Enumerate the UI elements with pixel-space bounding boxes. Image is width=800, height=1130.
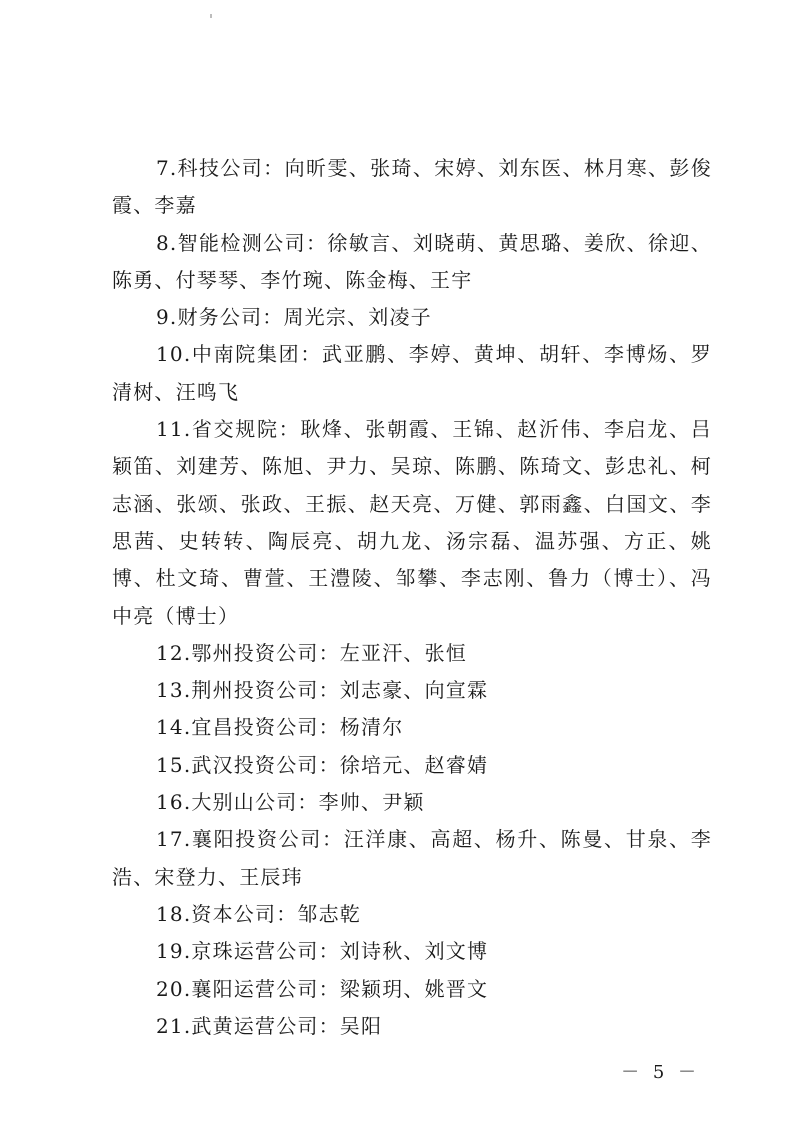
list-item-13: 13.荆州投资公司：刘志豪、向宣霖 xyxy=(156,678,489,703)
list-item-11: 11.省交规院：耿烽、张朝霞、王锦、赵沂伟、李启龙、吕颖笛、刘建芳、陈旭、尹力、吴琼、陈鹏、陈琦文、彭忠礼、柯志涵、张颂、张政、王振、赵天亮、万健、郭雨鑫、白国文、李思茜、史转转、陶辰亮、胡九龙、汤宗磊、温苏强、方正、姚博、杜文琦、曹萱、王澧陵、邹攀、李志刚、鲁力（博士）、冯中亮（博士） xyxy=(112,417,712,628)
list-item-9: 9.财务公司：周光宗、刘凌子 xyxy=(156,305,432,330)
list-item-8: 8.智能检测公司：徐敏言、刘晓萌、黄思璐、姜欣、徐迎、陈勇、付琴琴、李竹琬、陈金梅、王宇 xyxy=(112,230,712,292)
page-number: － 5 － xyxy=(621,1062,700,1083)
list-item-12: 12.鄂州投资公司：左亚汗、张恒 xyxy=(156,640,468,665)
list-item-15: 15.武汉投资公司：徐培元、赵睿婧 xyxy=(156,752,489,777)
list-item-10: 10.中南院集团：武亚鹏、李婷、黄坤、胡轩、李博炀、罗清树、汪鸣飞 xyxy=(112,342,712,404)
scan-mark xyxy=(210,14,212,18)
list-item-19: 19.京珠运营公司：刘诗秋、刘文博 xyxy=(156,939,489,964)
list-item-20: 20.襄阳运营公司：梁颖玥、姚晋文 xyxy=(156,976,489,1001)
list-item-14: 14.宜昌投资公司：杨清尔 xyxy=(156,715,404,740)
list-item-18: 18.资本公司：邹志乾 xyxy=(156,901,362,926)
list-item-17: 17.襄阳投资公司：汪洋康、高超、杨升、陈曼、甘泉、李浩、宋登力、王辰玮 xyxy=(112,827,712,889)
list-item-7: 7.科技公司：向昕雯、张琦、宋婷、刘东医、林月寒、彭俊霞、李嘉 xyxy=(112,156,712,218)
document-body xyxy=(112,150,712,1045)
list-item-21: 21.武黄运营公司：吴阳 xyxy=(156,1013,383,1038)
list-item-16: 16.大别山公司：李帅、尹颖 xyxy=(156,790,425,815)
